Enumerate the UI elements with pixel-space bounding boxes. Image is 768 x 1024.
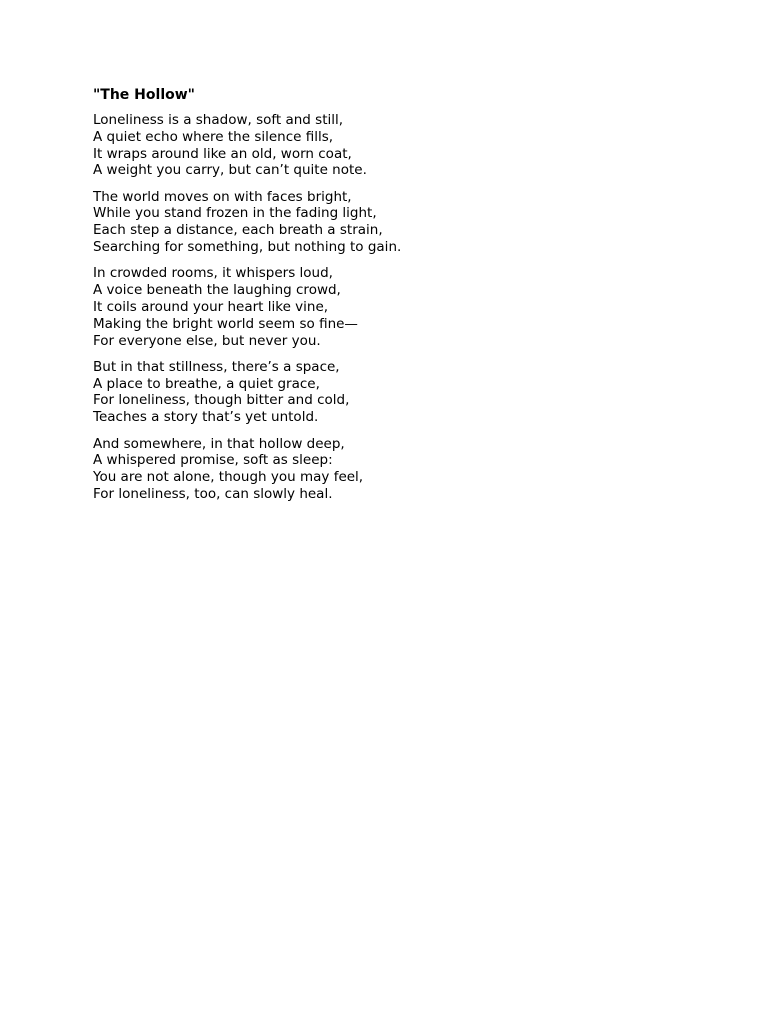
poem-line: Teaches a story that’s yet untold. [93, 409, 319, 426]
poem-line: While you stand frozen in the fading light, [93, 205, 377, 222]
poem-line: And somewhere, in that hollow deep, [93, 435, 345, 452]
poem-line: You are not alone, though you may feel, [93, 469, 364, 486]
poem-line: In crowded rooms, it whispers loud, [93, 265, 333, 282]
poem-line: Making the bright world seem so fine— [93, 315, 358, 332]
stanza-4 [93, 359, 693, 426]
poem-line: Loneliness is a shadow, soft and still, [93, 112, 344, 128]
poem-line: A whispered promise, soft as sleep: [93, 452, 333, 469]
stanza-1 [93, 112, 693, 179]
poem-line: A quiet echo where the silence fills, [93, 128, 334, 145]
poem-line: For everyone else, but never you. [93, 332, 321, 349]
poem-line: A voice beneath the laughing crowd, [93, 282, 341, 299]
stanza-3 [93, 265, 693, 349]
poem-line: Searching for something, but nothing to gain. [93, 239, 402, 256]
stanza-2 [93, 189, 693, 256]
poem-line: A weight you carry, but can’t quite note. [93, 162, 367, 179]
document-page [93, 86, 693, 512]
poem-line: But in that stillness, there’s a space, [93, 358, 340, 375]
poem-line: Each step a distance, each breath a strain, [93, 222, 383, 239]
poem-line: For loneliness, though bitter and cold, [93, 392, 350, 409]
poem-line: For loneliness, too, can slowly heal. [93, 485, 333, 502]
poem-line: The world moves on with faces bright, [93, 188, 352, 205]
poem-line: It wraps around like an old, worn coat, [93, 145, 352, 162]
poem-line: A place to breathe, a quiet grace, [93, 375, 320, 392]
poem-title: "The Hollow" [93, 87, 195, 103]
stanza-5 [93, 436, 693, 503]
poem-line: It coils around your heart like vine, [93, 298, 329, 315]
